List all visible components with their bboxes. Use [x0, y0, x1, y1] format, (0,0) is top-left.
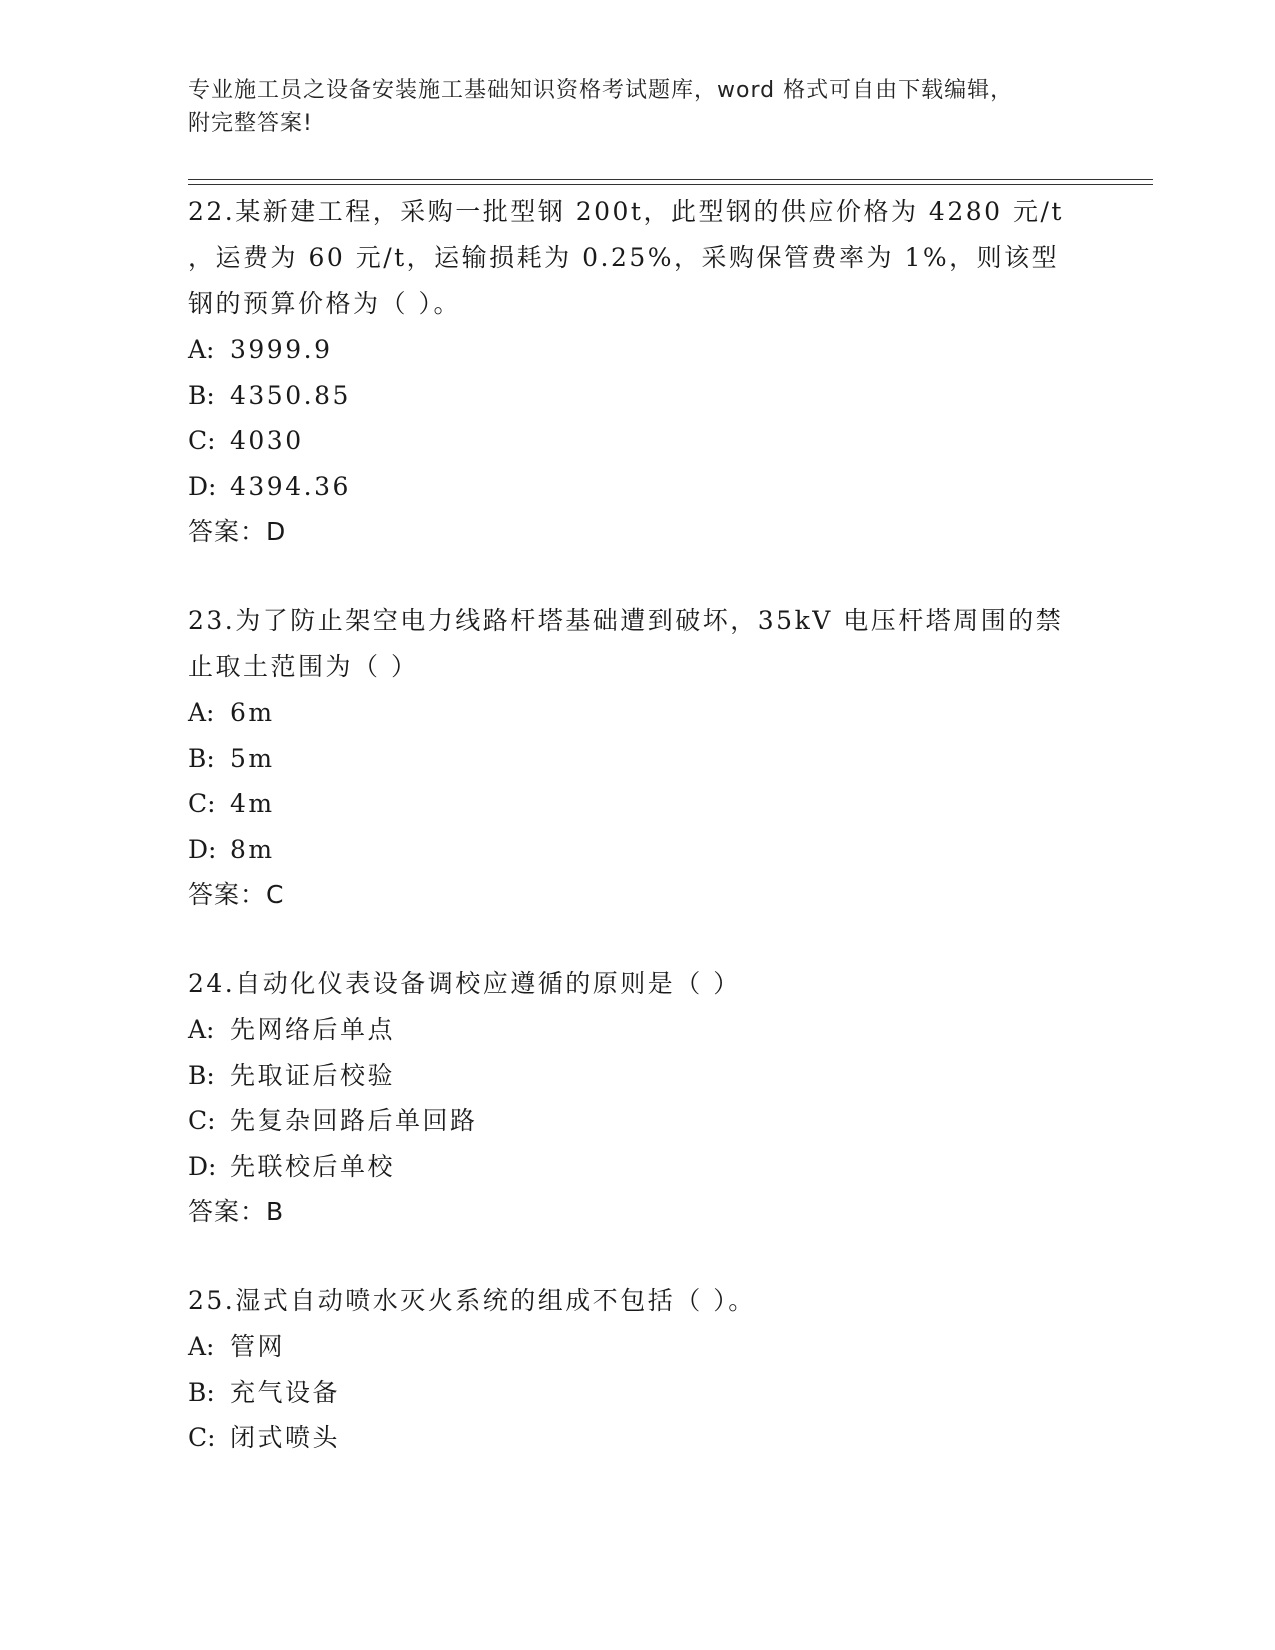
answer-line: 答案：B — [188, 1197, 285, 1226]
option-text: 4m — [230, 789, 275, 818]
option-text: 8m — [230, 834, 275, 864]
question-spacer — [188, 1235, 1088, 1278]
option-key: D: — [188, 471, 217, 501]
option-text: 3999.9 — [230, 335, 333, 364]
option-key: A: — [188, 335, 215, 364]
option-c — [188, 781, 1088, 827]
option-b — [188, 736, 1088, 782]
option-a — [188, 327, 1088, 373]
question-23 — [188, 598, 1088, 918]
option-text: 闭式喷头 — [230, 1423, 341, 1452]
option-key: B: — [188, 380, 215, 410]
option-text: 先网络后单点 — [230, 1015, 396, 1044]
answer-line: 答案：C — [188, 880, 285, 909]
option-key: A: — [188, 1015, 215, 1044]
option-key: C: — [188, 1106, 216, 1135]
option-key: D: — [188, 834, 217, 864]
option-c — [188, 1098, 1088, 1144]
option-b — [188, 1370, 1088, 1416]
question-stem-line: 22.某新建工程，采购一批型钢 200t，此型钢的供应价格为 4280 元/t — [188, 197, 1064, 226]
option-d — [188, 1144, 1088, 1190]
option-a — [188, 690, 1088, 736]
option-key: A: — [188, 698, 215, 727]
option-text: 4394.36 — [230, 471, 351, 501]
option-key: D: — [188, 1151, 217, 1181]
option-a — [188, 1007, 1088, 1053]
question-stem-line: 24.自动化仪表设备调校应遵循的原则是（ ） — [188, 969, 741, 998]
option-c — [188, 418, 1088, 464]
question-stem-line: 钢的预算价格为（ ）。 — [188, 289, 461, 318]
question-22 — [188, 189, 1088, 555]
question-list — [188, 189, 1088, 1461]
question-spacer — [188, 555, 1088, 598]
option-key: B: — [188, 743, 215, 773]
option-text: 先取证后校验 — [230, 1060, 396, 1090]
option-key: B: — [188, 1377, 215, 1407]
question-25 — [188, 1278, 1088, 1461]
header-divider-bottom — [188, 184, 1153, 185]
option-text: 先联校后单校 — [230, 1151, 396, 1181]
option-text: 充气设备 — [230, 1377, 341, 1407]
option-key: C: — [188, 1423, 216, 1452]
option-key: C: — [188, 789, 216, 818]
option-text: 4350.85 — [230, 380, 351, 410]
question-stem-line: 止取土范围为（ ） — [188, 652, 419, 681]
header-divider-top — [188, 179, 1153, 180]
question-spacer — [188, 918, 1088, 961]
option-b — [188, 1053, 1088, 1099]
option-d — [188, 464, 1088, 510]
header-line-1: 专业施工员之设备安装施工基础知识资格考试题库，word 格式可自由下载编辑， — [188, 78, 1014, 103]
option-key: C: — [188, 426, 216, 455]
option-text: 先复杂回路后单回路 — [230, 1106, 478, 1135]
option-b — [188, 373, 1088, 419]
question-stem-line: 23.为了防止架空电力线路杆塔基础遭到破坏，35kV 电压杆塔周围的禁 — [188, 606, 1064, 635]
option-c — [188, 1415, 1088, 1461]
option-d — [188, 827, 1088, 873]
header-line-2: 附完整答案! — [188, 111, 313, 136]
document-header — [188, 74, 1068, 140]
question-stem-line: ，运费为 60 元/t，运输损耗为 0.25%，采购保管费率为 1%，则该型 — [188, 243, 1060, 272]
option-text: 管网 — [230, 1332, 286, 1361]
option-text: 4030 — [230, 426, 304, 455]
option-key: A: — [188, 1332, 215, 1361]
option-text: 5m — [230, 743, 275, 773]
option-key: B: — [188, 1060, 215, 1090]
question-24 — [188, 961, 1088, 1235]
question-stem-line: 25.湿式自动喷水灭火系统的组成不包括（ ）。 — [188, 1286, 756, 1315]
option-a — [188, 1324, 1088, 1370]
option-text: 6m — [230, 698, 275, 727]
answer-line: 答案：D — [188, 517, 287, 546]
